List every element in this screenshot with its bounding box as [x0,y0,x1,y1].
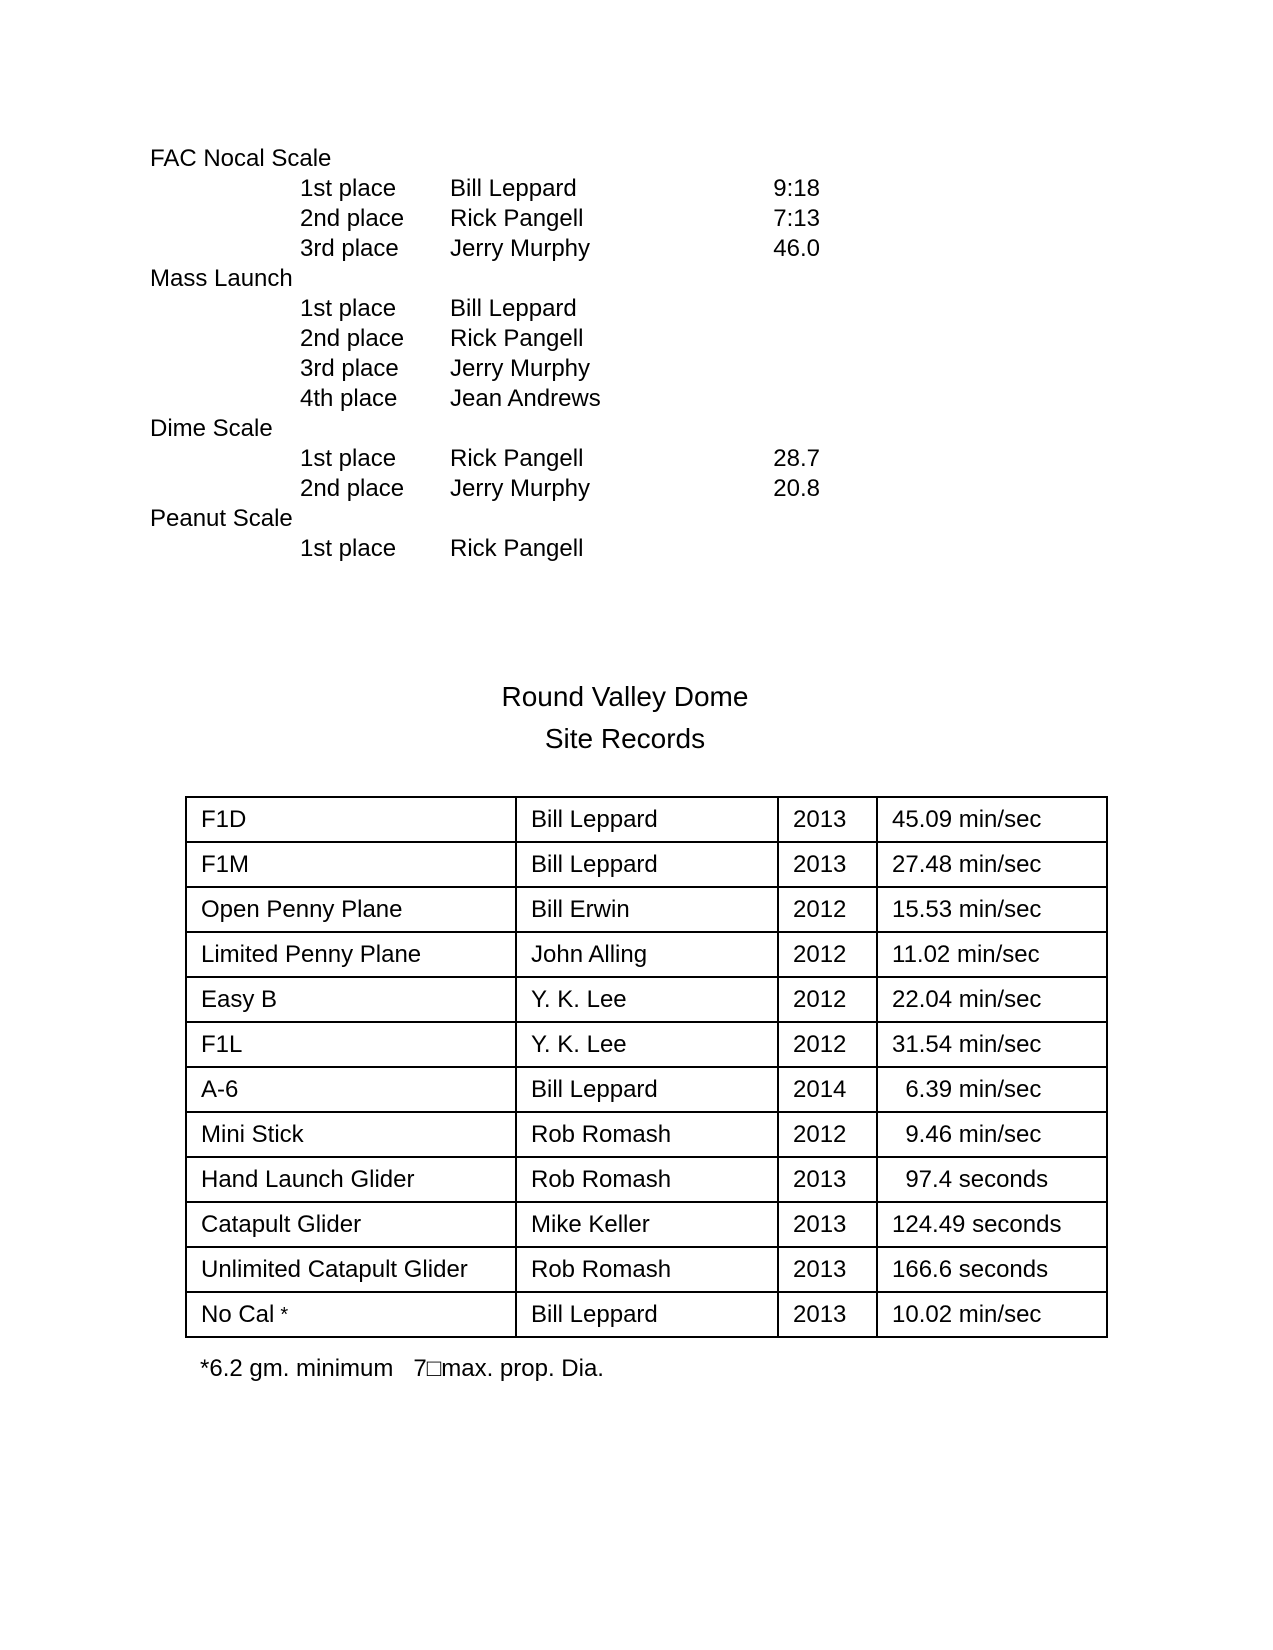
place-label: 2nd place [300,205,405,232]
place-label: 1st place [300,445,397,472]
result-row [150,204,850,234]
place-label: 3rd place [300,235,399,262]
event-results [150,144,850,564]
record-event: A-6 [186,1067,516,1112]
record-value: 27.48 min/sec [877,842,1107,887]
record-event: F1D [186,797,516,842]
record-event: F1M [186,842,516,887]
record-event: Easy B [186,977,516,1022]
record-year: 2012 [778,977,877,1022]
event-title: FAC Nocal Scale [150,145,332,172]
record-holder: Bill Leppard [516,1292,778,1337]
event-title: Dime Scale [150,415,273,442]
record-year: 2013 [778,842,877,887]
record-holder: Y. K. Lee [516,1022,778,1067]
record-event: Open Penny Plane [186,887,516,932]
footnote: *6.2 gm. minimum 7□max. prop. Dia. [200,1355,604,1382]
record-holder: Bill Leppard [516,842,778,887]
record-value: 166.6 seconds [877,1247,1107,1292]
table-row [186,1157,1107,1202]
record-value: 31.54 min/sec [877,1022,1107,1067]
score: 28.7 [773,445,820,472]
site-records-table [185,796,1108,1338]
record-holder: Rob Romash [516,1157,778,1202]
result-row [150,324,850,354]
record-event: No Cal [201,1300,275,1328]
record-value: 15.53 min/sec [877,887,1107,932]
score: 7:13 [773,205,820,232]
record-event: Mini Stick [186,1112,516,1157]
place-label: 3rd place [300,355,399,382]
event-title: Peanut Scale [150,505,293,532]
competitor-name: Rick Pangell [450,325,584,352]
competitor-name: Rick Pangell [450,445,584,472]
table-row [186,887,1107,932]
result-row [150,474,850,504]
record-year: 2013 [778,1292,877,1337]
competitor-name: Rick Pangell [450,205,584,232]
table-row [186,1202,1107,1247]
record-year: 2013 [778,797,877,842]
place-label: 2nd place [300,475,405,502]
record-year: 2012 [778,1022,877,1067]
record-event: Catapult Glider [186,1202,516,1247]
record-value: 45.09 min/sec [877,797,1107,842]
score: 20.8 [773,475,820,502]
result-row [150,294,850,324]
score: 46.0 [773,235,820,262]
record-event: Limited Penny Plane [186,932,516,977]
record-year: 2012 [778,1112,877,1157]
record-event-cell [186,1292,516,1337]
record-value: 11.02 min/sec [877,932,1107,977]
record-value: 10.02 min/sec [877,1292,1107,1337]
competitor-name: Jerry Murphy [450,355,591,382]
competitor-name: Jerry Murphy [450,475,591,502]
result-row [150,444,850,474]
event-title: Mass Launch [150,265,293,292]
result-row [150,174,850,204]
table-row [186,1112,1107,1157]
competitor-name: Jean Andrews [450,385,601,412]
record-value: 22.04 min/sec [877,977,1107,1022]
record-value: 6.39 min/sec [877,1067,1107,1112]
place-label: 4th place [300,385,398,412]
record-year: 2012 [778,932,877,977]
table-row [186,1247,1107,1292]
place-label: 1st place [300,295,397,322]
table-row [186,1292,1107,1337]
result-row [150,354,850,384]
place-label: 2nd place [300,325,405,352]
record-holder: Bill Leppard [516,797,778,842]
table-row [186,1022,1107,1067]
record-value: 124.49 seconds [877,1202,1107,1247]
record-holder: Bill Erwin [516,887,778,932]
record-year: 2013 [778,1157,877,1202]
competitor-name: Jerry Murphy [450,235,591,262]
table-row [186,1067,1107,1112]
record-holder: Mike Keller [516,1202,778,1247]
place-label: 1st place [300,175,397,202]
record-event: Hand Launch Glider [186,1157,516,1202]
record-holder: Bill Leppard [516,1067,778,1112]
result-row [150,534,850,564]
record-event: F1L [186,1022,516,1067]
competitor-name: Bill Leppard [450,175,577,202]
table-row [186,797,1107,842]
table-row [186,842,1107,887]
record-year: 2013 [778,1247,877,1292]
record-year: 2014 [778,1067,877,1112]
result-row [150,234,850,264]
footnote-marker: * [280,1303,289,1326]
table-row [186,932,1107,977]
record-holder: John Alling [516,932,778,977]
record-holder: Rob Romash [516,1247,778,1292]
record-value: 97.4 seconds [877,1157,1107,1202]
record-holder: Rob Romash [516,1112,778,1157]
record-year: 2012 [778,887,877,932]
record-year: 2013 [778,1202,877,1247]
place-label: 1st place [300,535,397,562]
table-row [186,977,1107,1022]
competitor-name: Rick Pangell [450,535,584,562]
record-event: Unlimited Catapult Glider [186,1247,516,1292]
competitor-name: Bill Leppard [450,295,577,322]
record-value: 9.46 min/sec [877,1112,1107,1157]
records-subtitle: Site Records [544,723,706,754]
record-holder: Y. K. Lee [516,977,778,1022]
records-title: Round Valley Dome [501,681,749,712]
score: 9:18 [773,175,820,202]
result-row [150,384,850,414]
